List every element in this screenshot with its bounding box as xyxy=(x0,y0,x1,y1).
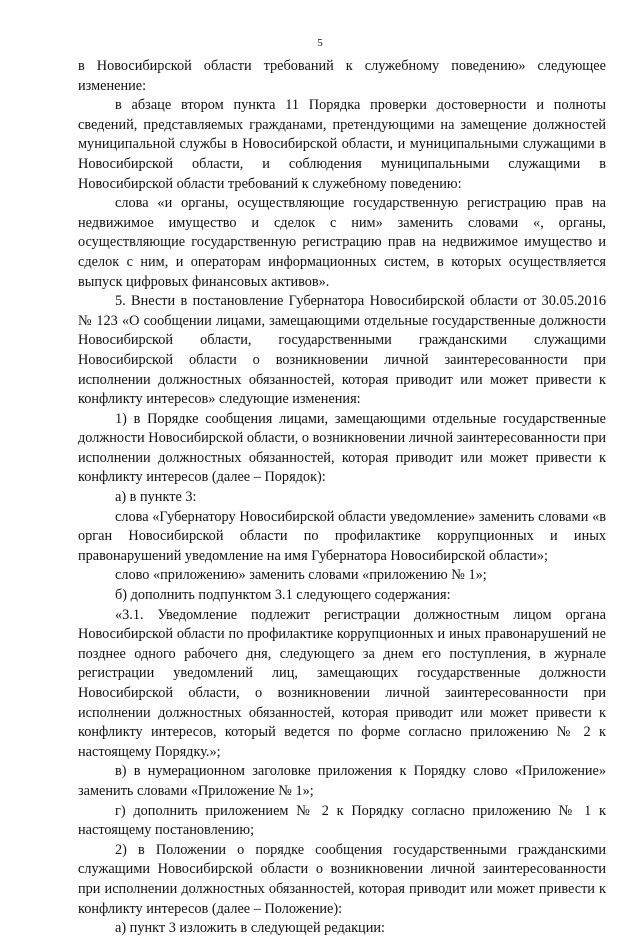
paragraph: 5. Внести в постановление Губернатора Новосибирской области от 30.05.2016 № 123 «О сообщении лицами, замещающими отдельные государственные должности Новосибирской области, государственными гражданскими служащими Новосибирской области о возникновении личной заинтересованности при исполнении должностных обязанностей, которая приводит или может привести к конфликту интересов» следующие изменения: xyxy=(78,293,606,408)
paragraph: в Новосибирской области требований к служебному поведению» следующее изменение: xyxy=(78,58,606,94)
paragraph: а) в пункте 3: xyxy=(115,489,197,506)
document-body xyxy=(78,57,606,939)
paragraph: б) дополнить подпунктом 3.1 следующего содержания: xyxy=(115,587,451,604)
paragraph: «3.1. Уведомление подлежит регистрации должностным лицом органа Новосибирской области по профилактике коррупционных и иных правонарушений не позднее одного рабочего дня, следующего за днем его поступления, в журнале регистрации уведомлений лиц, замещающих государственные должности Новосибирской области, о возникновении личной заинтересованности при исполнении должностных обязанностей, которая приводит или может привести к конфликту интересов, который ведется по форме согласно приложению № 2 к настоящему Порядку.»; xyxy=(78,606,606,760)
paragraph: слова «Губернатору Новосибирской области уведомление» заменить словами «в орган Новосибирской области по профилактике коррупционных и иных правонарушений уведомление на имя Губернатора Новосибирской области»; xyxy=(78,508,606,564)
paragraph: слово «приложению» заменить словами «приложению № 1»; xyxy=(115,567,487,584)
paragraph: в абзаце втором пункта 11 Порядка проверки достоверности и полноты сведений, представляемых гражданами, претендующими на замещение должностей муниципальной службы в Новосибирской области, и муниципальными служащими в Новосибирской области, и соблюдения муниципальными служащими в Новосибирской области требований к служебному поведению: xyxy=(78,97,606,192)
page-number: 5 xyxy=(317,37,323,49)
paragraph: 2) в Положении о порядке сообщения государственными гражданскими служащими Новосибирской области о возникновении личной заинтересованности при исполнении должностных обязанностей, которая приводит или может привести к конфликту интересов (далее – Положение): xyxy=(78,841,606,917)
paragraph: а) пункт 3 изложить в следующей редакции: xyxy=(115,920,385,937)
paragraph: 1) в Порядке сообщения лицами, замещающими отдельные государственные должности Новосибирской области, о возникновении личной заинтересованности при исполнении должностных обязанностей, которая приводит или может привести к конфликту интересов (далее – Порядок): xyxy=(78,410,606,486)
paragraph: в) в нумерационном заголовке приложения к Порядку слово «Приложение» заменить словами «Приложение № 1»; xyxy=(78,763,606,799)
paragraph: слова «и органы, осуществляющие государственную регистрацию прав на недвижимое имущество и сделок с ним» заменить словами «, органы, осуществляющие государственную регистрацию прав на недвижимое имущество и сделок с ним, и операторам информационных систем, в которых осуществляется выпуск цифровых финансовых активов». xyxy=(78,195,606,290)
paragraph: г) дополнить приложением № 2 к Порядку согласно приложению № 1 к настоящему постановлению; xyxy=(78,802,606,839)
